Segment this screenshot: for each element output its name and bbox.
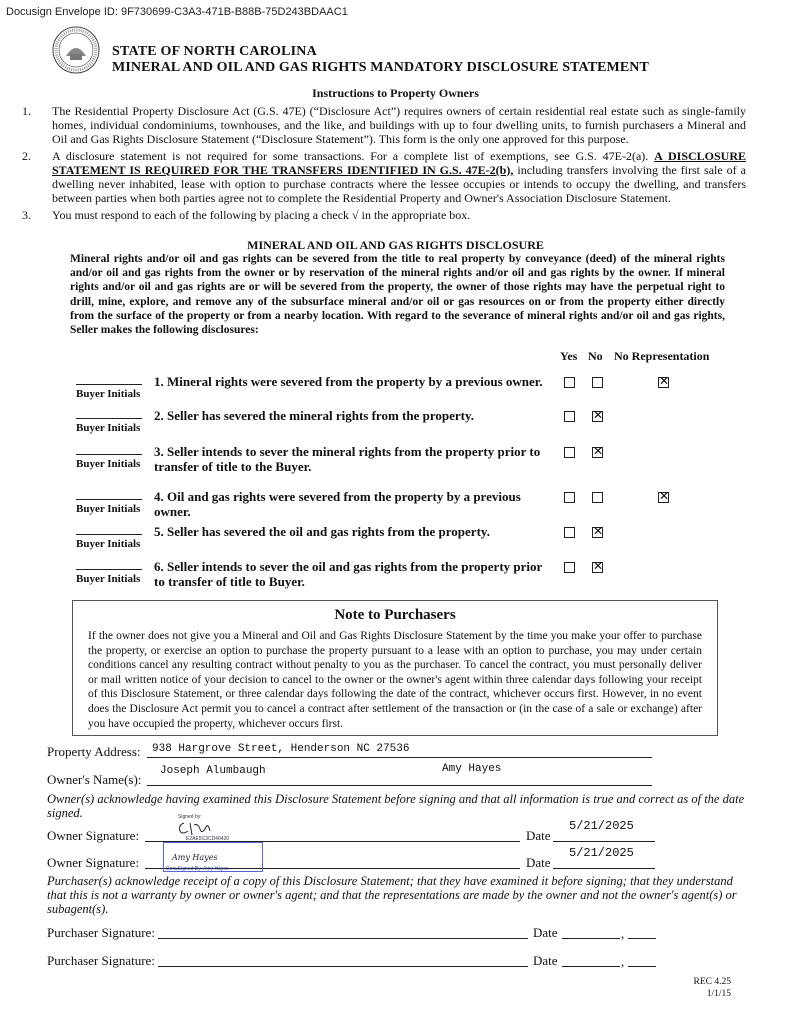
owner-signature-label: Owner Signature:: [47, 828, 140, 843]
instruction-text: You must respond to each of the following by placing a check √ in the appropriate box.: [52, 208, 471, 222]
buyer-initials-label: Buyer Initials: [76, 503, 141, 515]
disclosure-question-row: [76, 372, 716, 408]
disclosure-question-text: 4. Oil and gas rights were severed from the property by a previous owner.: [154, 489, 521, 519]
disclosure-question-text: 2. Seller has severed the mineral rights from the property.: [154, 408, 475, 423]
instruction-text-a: A disclosure statement is not required for some transactions. For a complete list of exemptions, see G.S. 47E-2(a).: [52, 149, 649, 163]
purchaser-date-label-1: Date: [533, 925, 558, 940]
buyer-initials[interactable]: [76, 499, 142, 515]
owner-acknowledgement: Owner(s) acknowledge having examined this Disclosure Statement before signing and that all information is true and correct as of the date signed.: [47, 792, 745, 820]
check-mark-icon: ✕: [659, 489, 670, 503]
disclosure-question-text: 6. Seller intends to sever the oil and gas rights from the property prior to transfer of title to Buyer.: [154, 559, 543, 589]
check-mark-icon: ✕: [593, 559, 604, 573]
state-seal-icon: [52, 26, 100, 74]
envelope-id: Docusign Envelope ID: 9F730699-C3A3-471B-B88B-75D243BDAAC1: [6, 6, 348, 18]
owner-signature-2[interactable]: [163, 842, 263, 872]
buyer-initials[interactable]: [76, 454, 142, 470]
instruction-text-required: A DISCLOSURE STATEMENT IS REQUIRED FOR THE TRANSFERS IDENTIFIED IN G.S. 47E-2(b),: [52, 149, 747, 177]
disclosure-title: MINERAL AND OIL AND GAS RIGHTS DISCLOSURE: [247, 238, 544, 252]
disclosure-question-row: [76, 557, 716, 593]
owner-signature-1[interactable]: [168, 814, 242, 844]
instruction-item: [20, 208, 746, 222]
buyer-initials-line[interactable]: [76, 499, 142, 500]
checkbox-yes[interactable]: [564, 562, 575, 573]
disclosure-question-row: [76, 522, 716, 558]
owners-name-label: Owner's Name(s):: [47, 772, 142, 787]
checkbox-yes[interactable]: [564, 527, 575, 538]
buyer-initials-label: Buyer Initials: [76, 388, 141, 400]
purchaser-signature-label-1: Purchaser Signature:: [47, 925, 155, 940]
signature-id: E2AE5C3CD40420: [186, 836, 230, 842]
purchaser-date-line-2a[interactable]: [562, 966, 620, 967]
check-mark-icon: ✕: [593, 408, 604, 422]
check-mark-icon: ✕: [593, 444, 604, 458]
purchaser-signature-line-2[interactable]: [158, 966, 528, 967]
purchaser-signature-line-1[interactable]: [158, 938, 528, 939]
property-address-field[interactable]: 938 Hargrove Street, Henderson NC 27536: [152, 743, 410, 755]
checkbox-yes[interactable]: [564, 447, 575, 458]
check-mark-icon: ✕: [659, 374, 670, 388]
form-number: REC 4.25: [693, 977, 731, 987]
property-address-label: Property Address:: [47, 744, 141, 759]
checkbox-yes[interactable]: [564, 377, 575, 388]
owner-name-2-field[interactable]: Amy Hayes: [442, 763, 502, 775]
property-address-line: [147, 757, 652, 758]
column-no-representation: No Representation: [614, 349, 710, 363]
column-yes: Yes: [560, 349, 578, 363]
note-title: Note to Purchasers: [334, 607, 456, 623]
instructions-title: Instructions to Property Owners: [312, 86, 479, 100]
date-label-2: Date: [526, 855, 551, 870]
column-no: No: [588, 349, 603, 363]
owners-name-line: [147, 785, 652, 786]
instruction-text: [52, 149, 746, 205]
buyer-initials-line[interactable]: [76, 534, 142, 535]
disclosure-question-row: [76, 442, 716, 478]
signature-script: Amy Hayes: [172, 853, 218, 862]
form-footer: [694, 976, 731, 1000]
buyer-initials[interactable]: [76, 418, 142, 434]
disclosure-body: Mineral rights and/or oil and gas rights can be severed from the title to real property by conveyance (deed) of the mineral rights and/or oil and gas rights from the owner or by reservation of the mineral rights and/or oil and gas rights by the owner. If mineral rights and/or oil and gas rights are or will be severed from the property, the owner of those rights may have the perpetual right to drill, mine, explore, and remove any of the subsurface mineral and/or oil or gas resources on or from the property either directly from the surface of the property or from a nearby location. With regard to the severance of mineral rights and/or oil and gas rights, Seller makes the following disclosures:: [70, 253, 725, 337]
buyer-initials-label: Buyer Initials: [76, 458, 141, 470]
purchaser-date-label-2: Date: [533, 953, 558, 968]
buyer-initials-label: Buyer Initials: [76, 422, 141, 434]
instruction-text: The Residential Property Disclosure Act (G.S. 47E) (“Disclosure Act”) requires owners of certain residential real estate such as single-family homes, individual condominiums, townhouses, and the like, and buildings with up to four dwelling units, to furnish purchasers a Mineral and Oil and Gas Rights Disclosure Statement (“Disclosure Statement”). This form is the only one approved for this purpose.: [52, 104, 746, 146]
purchaser-signature-label-2: Purchaser Signature:: [47, 953, 155, 968]
date-comma: ,: [621, 954, 625, 969]
owner-signature-label-2: Owner Signature:: [47, 855, 140, 870]
purchaser-acknowledgement: Purchaser(s) acknowledge receipt of a copy of this Disclosure Statement; that they have examined it before signing; that they understand that this is not a warranty by owner or owner's agent; and that the representations are made by the owner and not the owner's agent(s) or subagent(s).: [47, 874, 737, 916]
header-state: STATE OF NORTH CAROLINA: [112, 44, 317, 59]
disclosure-question-text: 3. Seller intends to sever the mineral rights from the property prior to transfer of title to the Buyer.: [154, 444, 541, 474]
owner-name-1-field[interactable]: Joseph Alumbaugh: [160, 765, 266, 777]
disclosure-question-row: [76, 406, 716, 442]
instructions-list: [20, 104, 746, 225]
instruction-number: 1.: [22, 104, 31, 118]
owner-date-2-field[interactable]: 5/21/2025: [569, 846, 634, 860]
buyer-initials[interactable]: [76, 534, 142, 550]
form-date: 1/1/15: [706, 989, 731, 999]
buyer-initials-line[interactable]: [76, 418, 142, 419]
purchaser-date-line-1b[interactable]: [628, 938, 656, 939]
check-mark-icon: ✕: [593, 524, 604, 538]
purchaser-date-line-2b[interactable]: [628, 966, 656, 967]
instruction-text-b: including transfers involving the first sale of a dwelling never inhabited, lease with option to purchase contracts where the lessee occupies or intends to occupy the dwelling, and transfers between parties when both parties agree not to complete the Residential Property and Owner's Association Disclosure Statement.: [52, 163, 747, 205]
date-line-2: [553, 868, 655, 869]
buyer-initials-line[interactable]: [76, 454, 142, 455]
docusigned-label: DocuSigned By: Amy Hayes: [166, 866, 229, 872]
date-line-1: [553, 841, 655, 842]
disclosure-question-text: 5. Seller has severed the oil and gas rights from the property.: [154, 524, 490, 539]
disclosure-question-row: [76, 487, 716, 523]
buyer-initials-label: Buyer Initials: [76, 538, 141, 550]
owner-date-1-field[interactable]: 5/21/2025: [569, 819, 634, 833]
buyer-initials[interactable]: [76, 569, 142, 585]
disclosure-question-text: 1. Mineral rights were severed from the property by a previous owner.: [154, 374, 543, 389]
buyer-initials-label: Buyer Initials: [76, 573, 141, 585]
instruction-number: 3.: [22, 208, 31, 222]
date-label-1: Date: [526, 828, 551, 843]
date-comma: ,: [621, 926, 625, 941]
note-body: If the owner does not give you a Mineral and Oil and Gas Rights Disclosure Statement by the time you make your offer to purchase the property, or exercise an option to purchase the property pursuant to a lease with an option to purchase, you may under certain conditions cancel any resulting contract without penalty to you as the purchaser. To cancel the contract, you must personally deliver or mail written notice of your decision to cancel to the owner or the owner's agent within three calendar days following your receipt of this Disclosure Statement, or three calendar days following the date of the contract, whichever occurs first. However, in no event does the Disclosure Act permit you to cancel a contract after settlement of the transaction or (in the case of a sale or exchange) after you have occupied the property, whichever occurs first.: [88, 630, 702, 730]
instruction-item: [20, 104, 746, 146]
checkbox-no[interactable]: [592, 492, 603, 503]
note-to-purchasers: [72, 600, 718, 736]
buyer-initials-line[interactable]: [76, 569, 142, 570]
checkbox-no[interactable]: [592, 377, 603, 388]
purchaser-date-line-1a[interactable]: [562, 938, 620, 939]
instruction-item: [20, 149, 746, 205]
checkbox-yes[interactable]: [564, 492, 575, 503]
buyer-initials[interactable]: [76, 384, 142, 400]
instruction-number: 2.: [22, 149, 31, 163]
checkbox-yes[interactable]: [564, 411, 575, 422]
signed-by-label: Signed by:: [178, 814, 202, 820]
buyer-initials-line[interactable]: [76, 384, 142, 385]
header-title: MINERAL AND OIL AND GAS RIGHTS MANDATORY DISCLOSURE STATEMENT: [112, 60, 649, 75]
